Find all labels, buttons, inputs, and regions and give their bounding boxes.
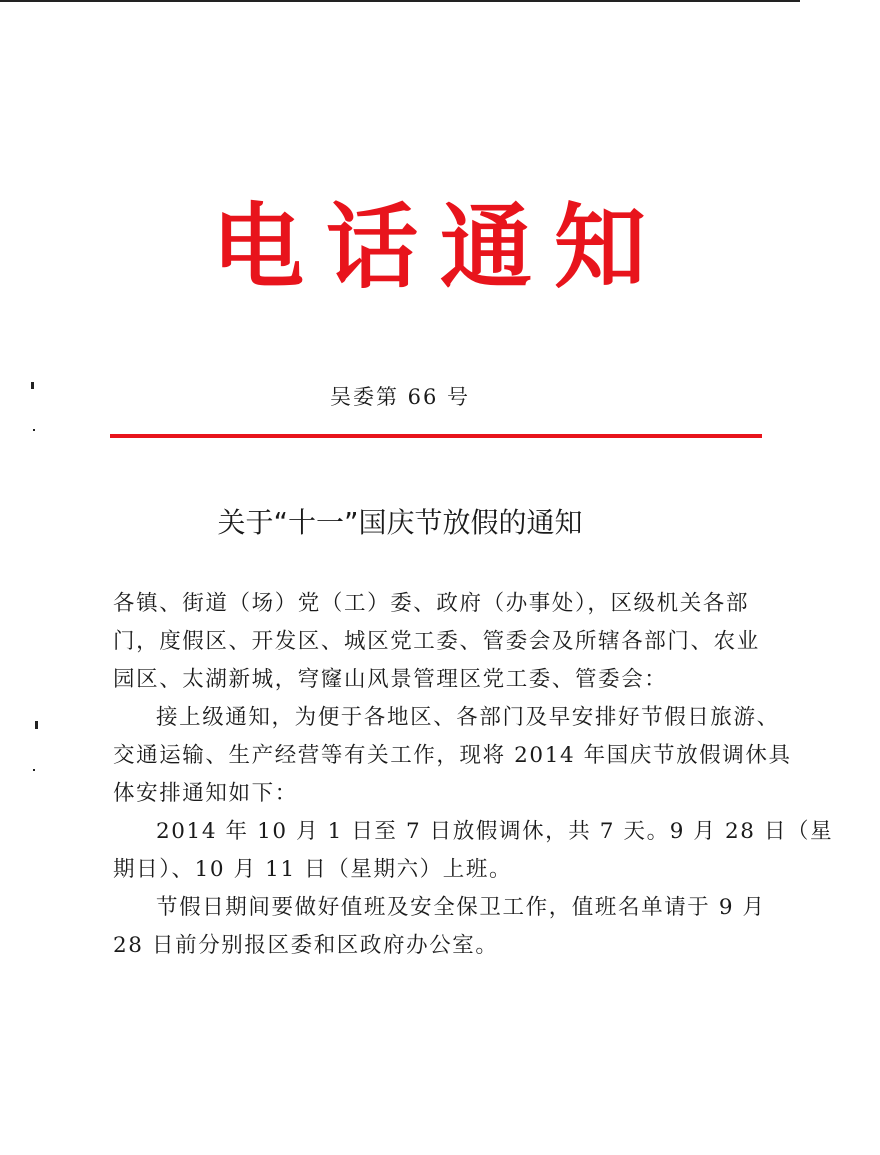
document-title: 关于“十一”国庆节放假的通知 <box>217 506 583 539</box>
paragraph-line: 期日）、10 月 11 日（星期六）上班。 <box>113 857 513 882</box>
page-top-edge <box>0 0 800 2</box>
scan-mark <box>33 429 35 431</box>
addressee-line: 园区、太湖新城，穹窿山风景管理区党工委、管委会： <box>113 667 668 692</box>
scan-mark <box>33 769 35 771</box>
header-title: 电话通知 <box>211 194 668 301</box>
scan-mark <box>35 721 38 729</box>
paragraph-line: 体安排通知如下： <box>113 781 298 806</box>
addressee-line: 各镇、街道（场）党（工）委、政府（办事处），区级机关各部 <box>113 591 750 616</box>
paragraph-line: 28 日前分别报区委和区政府办公室。 <box>113 933 499 958</box>
red-divider-line <box>110 434 762 438</box>
paragraph-line: 交通运输、生产经营等有关工作，现将 2014 年国庆节放假调休具 <box>113 743 792 768</box>
paragraph-line: 2014 年 10 月 1 日至 7 日放假调休，共 7 天。9 月 28 日（星 <box>156 819 834 844</box>
addressee-line: 门，度假区、开发区、城区党工委、管委会及所辖各部门、农业 <box>113 629 760 654</box>
paragraph-line: 节假日期间要做好值班及安全保卫工作，值班名单请于 9 月 <box>156 895 766 920</box>
document-body <box>113 585 834 965</box>
document-number: 吴委第 66 号 <box>329 385 471 409</box>
paragraph-line: 接上级通知，为便于各地区、各部门及早安排好节假日旅游、 <box>156 705 780 730</box>
